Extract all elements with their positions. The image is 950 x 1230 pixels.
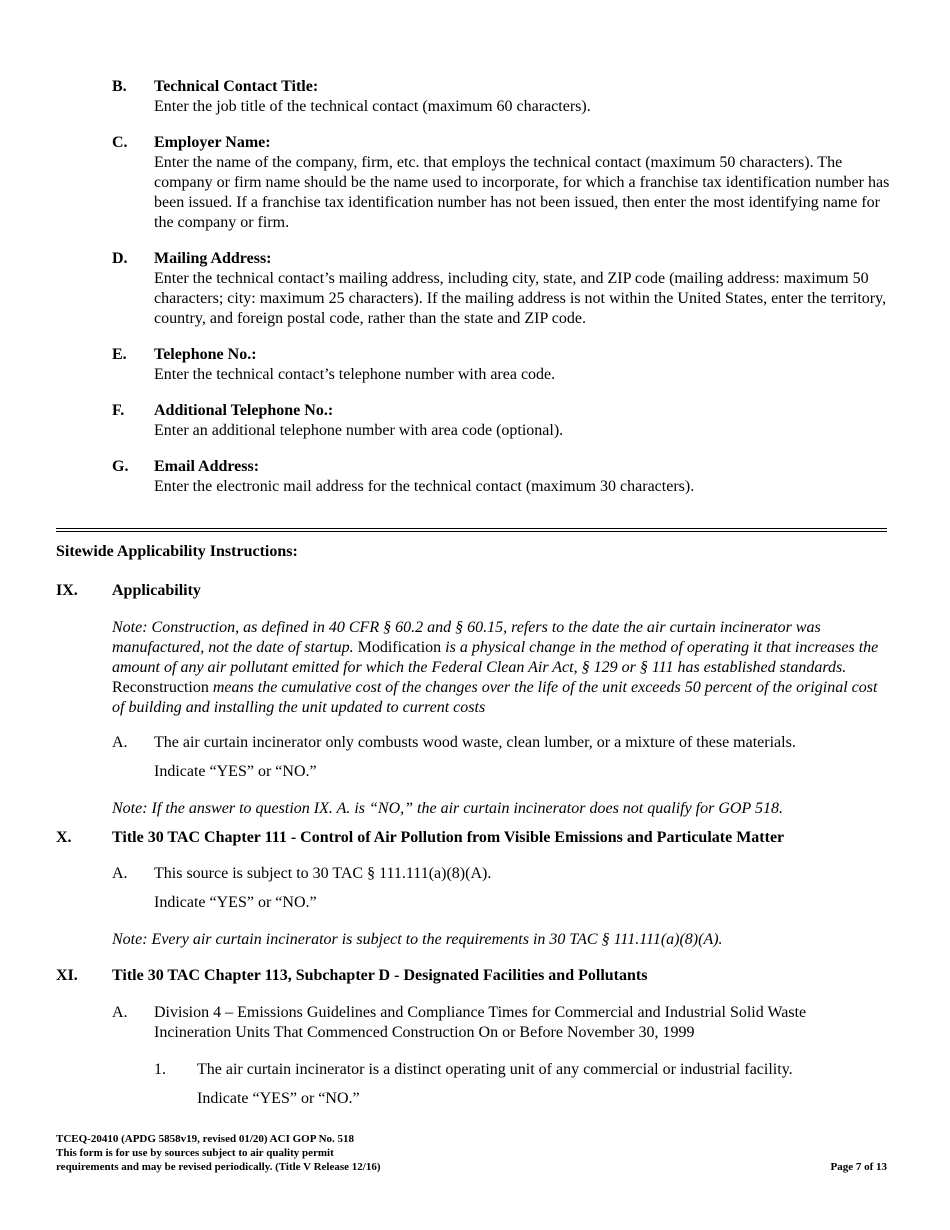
item-text: Enter the name of the company, firm, etc. that employs the technical contact (maximum 50 characters). The company or firm name should be the name used to incorporate, for which a franchise tax identification number has been issued. If a franchise tax identification number has not been issued, then enter the most identifying name for the company or firm. bbox=[154, 154, 890, 231]
note-term: Modification bbox=[357, 639, 442, 656]
section-title: Title 30 TAC Chapter 111 - Control of Air Pollution from Visible Emissions and Particulate Matter bbox=[112, 829, 785, 846]
item-title: Email Address: bbox=[154, 458, 260, 475]
question-letter: A. bbox=[112, 1004, 128, 1021]
question-indicate: Indicate “YES” or “NO.” bbox=[154, 763, 317, 780]
divider-rule bbox=[56, 531, 887, 532]
subquestion-number: 1. bbox=[154, 1061, 166, 1078]
item-letter: G. bbox=[112, 458, 129, 475]
page-number: Page 7 of 13 bbox=[830, 1161, 887, 1173]
section-title: Title 30 TAC Chapter 113, Subchapter D - Designated Facilities and Pollutants bbox=[112, 967, 648, 984]
footer-line: This form is for use by sources subject to air quality permit bbox=[56, 1147, 334, 1159]
item-text: Enter the technical contact’s telephone number with area code. bbox=[154, 366, 556, 383]
item-title: Technical Contact Title: bbox=[154, 78, 319, 95]
item-letter: B. bbox=[112, 78, 127, 95]
item-text: Enter the technical contact’s mailing address, including city, state, and ZIP code (mailing address: maximum 50 characters; city: maximum 25 characters). If the mailing address is not within the United States, enter the territory, country, and foreign postal code, rather than the state and ZIP code. bbox=[154, 270, 887, 327]
divider-rule bbox=[56, 528, 887, 529]
item-title: Mailing Address: bbox=[154, 250, 272, 267]
section-note: Note: Every air curtain incinerator is subject to the requirements in 30 TAC § 111.111(a)(8)(A). bbox=[112, 931, 723, 948]
question-indicate: Indicate “YES” or “NO.” bbox=[154, 894, 317, 911]
item-title: Telephone No.: bbox=[154, 346, 257, 363]
note-text: is a physical change in the method of operating it that increases the amount of any air pollutant emitted for which the Federal Clean Air Act, § 129 or § 111 has established standards. bbox=[112, 639, 879, 676]
sitewide-heading: Sitewide Applicability Instructions: bbox=[56, 543, 298, 560]
question-letter: A. bbox=[112, 734, 128, 751]
item-text: Enter an additional telephone number with area code (optional). bbox=[154, 422, 564, 439]
item-letter: F. bbox=[112, 402, 125, 419]
item-letter: E. bbox=[112, 346, 127, 363]
footer-line: requirements and may be revised periodically. (Title V Release 12/16) bbox=[56, 1161, 381, 1173]
section-number: XI. bbox=[56, 967, 78, 984]
item-letter: D. bbox=[112, 250, 128, 267]
item-text: Enter the electronic mail address for the technical contact (maximum 30 characters). bbox=[154, 478, 695, 495]
item-title: Employer Name: bbox=[154, 134, 271, 151]
footer-line: TCEQ-20410 (APDG 5858v19, revised 01/20) ACI GOP No. 518 bbox=[56, 1133, 355, 1145]
question-text: Division 4 – Emissions Guidelines and Compliance Times for Commercial and Industrial Solid Waste Incineration Units That Commenced Construction On or Before November 30, 1999 bbox=[154, 1004, 807, 1041]
item-title: Additional Telephone No.: bbox=[154, 402, 334, 419]
note-text: means the cumulative cost of the changes over the life of the unit exceeds 50 percent of the original cost of building and installing the unit updated to current costs bbox=[112, 679, 878, 716]
section-note: Note: If the answer to question IX. A. is “NO,” the air curtain incinerator does not qualify for GOP 518. bbox=[112, 800, 783, 817]
section-note bbox=[112, 618, 892, 718]
question-text: The air curtain incinerator only combusts wood waste, clean lumber, or a mixture of these materials. bbox=[154, 734, 796, 751]
section-number: IX. bbox=[56, 582, 78, 599]
subquestion-text: The air curtain incinerator is a distinct operating unit of any commercial or industrial facility. bbox=[197, 1061, 793, 1078]
question-letter: A. bbox=[112, 865, 128, 882]
section-number: X. bbox=[56, 829, 72, 846]
item-text: Enter the job title of the technical contact (maximum 60 characters). bbox=[154, 98, 591, 115]
section-title: Applicability bbox=[112, 582, 201, 599]
note-text: Note: Construction, as defined in 40 CFR § 60.2 and § 60.15, refers to the date the air curtain incinerator was manufactured, not the date of startup. bbox=[112, 619, 821, 656]
item-letter: C. bbox=[112, 134, 128, 151]
note-term: Reconstruction bbox=[112, 679, 209, 696]
subquestion-indicate: Indicate “YES” or “NO.” bbox=[197, 1090, 360, 1107]
question-text: This source is subject to 30 TAC § 111.111(a)(8)(A). bbox=[154, 865, 492, 882]
